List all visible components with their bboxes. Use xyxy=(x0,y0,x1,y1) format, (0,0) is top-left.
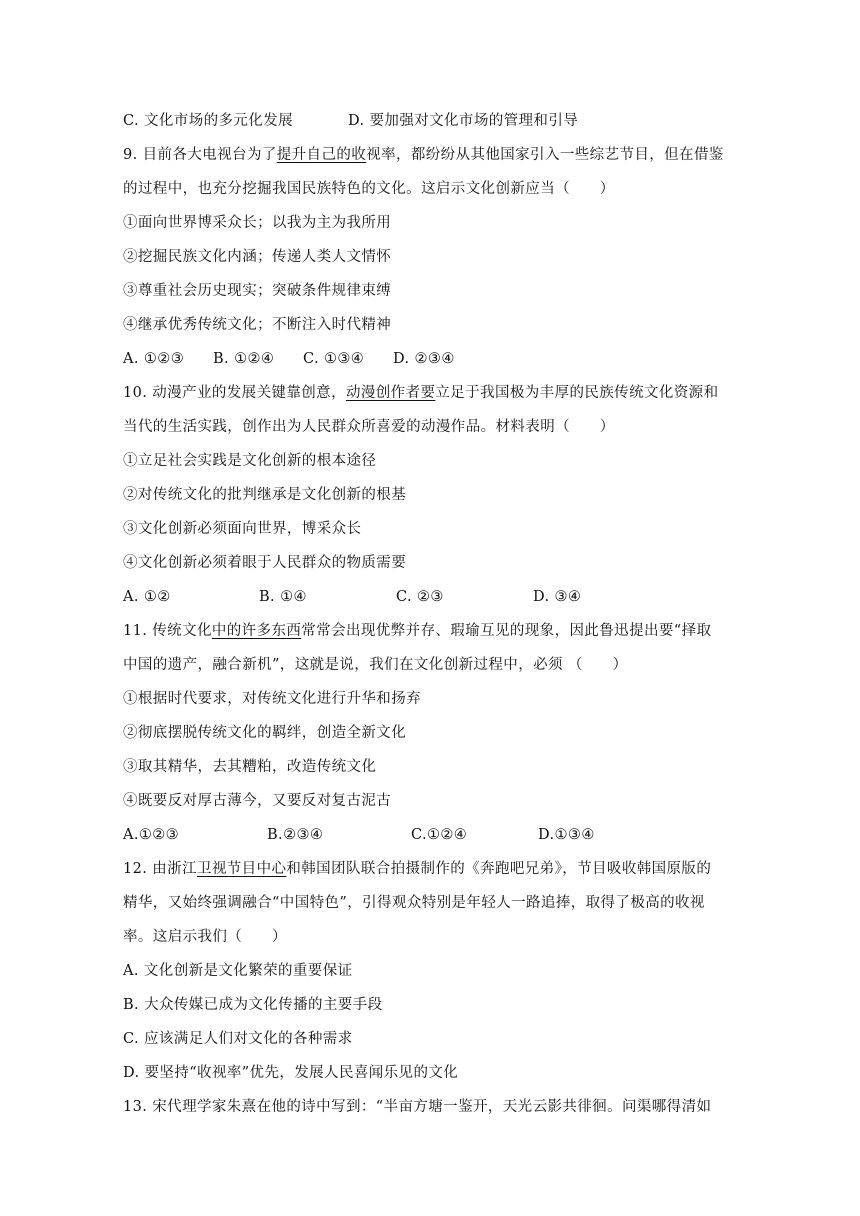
q11-choice-b: B.②③④ xyxy=(267,827,324,843)
q9-choices-row xyxy=(123,349,455,369)
q12-stem-underlined: 卫视节目中心 xyxy=(196,861,287,877)
q12-stem-line-1 xyxy=(123,859,711,879)
q11-item-3: ③取其精华，去其糟粕，改造传统文化 xyxy=(123,759,377,775)
q8-options-row xyxy=(123,111,579,131)
q10-stem-pre: 10. 动漫产业的发展关键靠创意， xyxy=(123,385,346,401)
q10-stem-post: 立足于我国极为丰厚的民族传统文化资源和 xyxy=(435,385,719,401)
q11-item-2: ②彻底摆脱传统文化的羁绊，创造全新文化 xyxy=(123,725,407,741)
q8-option-d: D. 要加强对文化市场的管理和引导 xyxy=(348,113,579,129)
q8-option-c: C. 文化市场的多元化发展 xyxy=(123,113,293,129)
q10-choice-c: C. ②③ xyxy=(396,589,444,605)
q12-option-c: C. 应该满足人们对文化的各种需求 xyxy=(123,1031,353,1047)
q11-stem-underlined: 中的许多东西 xyxy=(211,623,302,639)
q12-stem-post: 和韩国团队联合拍摄制作的《奔跑吧兄弟》，节目吸收韩国原版的 xyxy=(286,861,712,877)
q10-choice-d: D. ③④ xyxy=(533,589,582,605)
q11-stem-line-2: 中国的遗产，融合新机”，这就是说，我们在文化创新过程中，必须 （ ） xyxy=(123,657,628,673)
q9-choice-a: A. ①②③ xyxy=(123,351,185,367)
q9-stem-pre: 9. 目前各大电视台为了 xyxy=(123,147,277,163)
q12-option-a: A. 文化创新是文化繁荣的重要保证 xyxy=(123,963,353,979)
q9-item-2: ②挖掘民族文化内涵；传递人类人文情怀 xyxy=(123,249,392,265)
q10-stem-line-1 xyxy=(123,383,718,403)
q12-stem-line-3: 率。这启示我们（ ） xyxy=(123,929,287,945)
q11-choice-c: C.①②④ xyxy=(411,827,468,843)
q9-item-3: ③尊重社会历史现实；突破条件规律束缚 xyxy=(123,283,392,299)
q9-stem-underlined: 提升自己的收 xyxy=(276,147,367,163)
q10-choices-row xyxy=(123,587,582,607)
q10-item-2: ②对传统文化的批判继承是文化创新的根基 xyxy=(123,487,407,503)
q9-stem-post: 视率，都纷纷从其他国家引入一些综艺节目，但在借鉴 xyxy=(366,147,724,163)
q9-choice-d: D. ②③④ xyxy=(393,351,455,367)
q10-stem-line-2: 当代的生活实践，创作出为人民群众所喜爱的动漫作品。材料表明（ ） xyxy=(123,419,615,435)
q13-stem-line-1: 13. 宋代理学家朱熹在他的诗中写到：“半亩方塘一鉴开，天光云影共徘徊。问渠哪得清如 xyxy=(123,1099,712,1115)
q11-choice-d: D.①③④ xyxy=(538,827,595,843)
q12-option-d: D. 要坚持“收视率”优先，发展人民喜闻乐见的文化 xyxy=(123,1065,459,1081)
q9-item-1: ①面向世界博采众长；以我为主为我所用 xyxy=(123,215,392,231)
q11-choices-row xyxy=(123,825,595,845)
q9-choice-b: B. ①②④ xyxy=(213,351,275,367)
q10-item-1: ①立足社会实践是文化创新的根本途径 xyxy=(123,453,377,469)
q10-item-3: ③文化创新必须面向世界，博采众长 xyxy=(123,521,362,537)
q9-choice-c: C. ①③④ xyxy=(303,351,365,367)
q11-stem-line-1 xyxy=(123,621,711,641)
q11-stem-pre: 11. 传统文化 xyxy=(123,623,212,639)
q10-choice-b: B. ①④ xyxy=(259,589,307,605)
q11-item-4: ④既要反对厚古薄今，又要反对复古泥古 xyxy=(123,793,392,809)
q11-stem-post: 常常会出现优弊并存、瑕瑜互见的现象，因此鲁迅提出要“择取 xyxy=(301,623,712,639)
q11-item-1: ①根据时代要求，对传统文化进行升华和扬弃 xyxy=(123,691,421,707)
q10-choice-a: A. ①② xyxy=(123,589,171,605)
q11-choice-a: A.①②③ xyxy=(123,827,180,843)
q12-stem-pre: 12. 由浙江 xyxy=(123,861,197,877)
q9-stem-line-2: 的过程中，也充分挖掘我国民族特色的文化。这启示文化创新应当（ ） xyxy=(123,181,615,197)
q12-option-b: B. 大众传媒已成为文化传播的主要手段 xyxy=(123,997,383,1013)
q10-stem-underlined: 动漫创作者要 xyxy=(345,385,436,401)
q9-stem-line-1 xyxy=(123,145,724,165)
q9-item-4: ④继承优秀传统文化；不断注入时代精神 xyxy=(123,317,392,333)
q12-stem-line-2: 精华，又始终强调融合“中国特色”，引得观众特别是年轻人一路追捧，取得了极高的收视 xyxy=(123,895,705,911)
q10-item-4: ④文化创新必须着眼于人民群众的物质需要 xyxy=(123,555,407,571)
